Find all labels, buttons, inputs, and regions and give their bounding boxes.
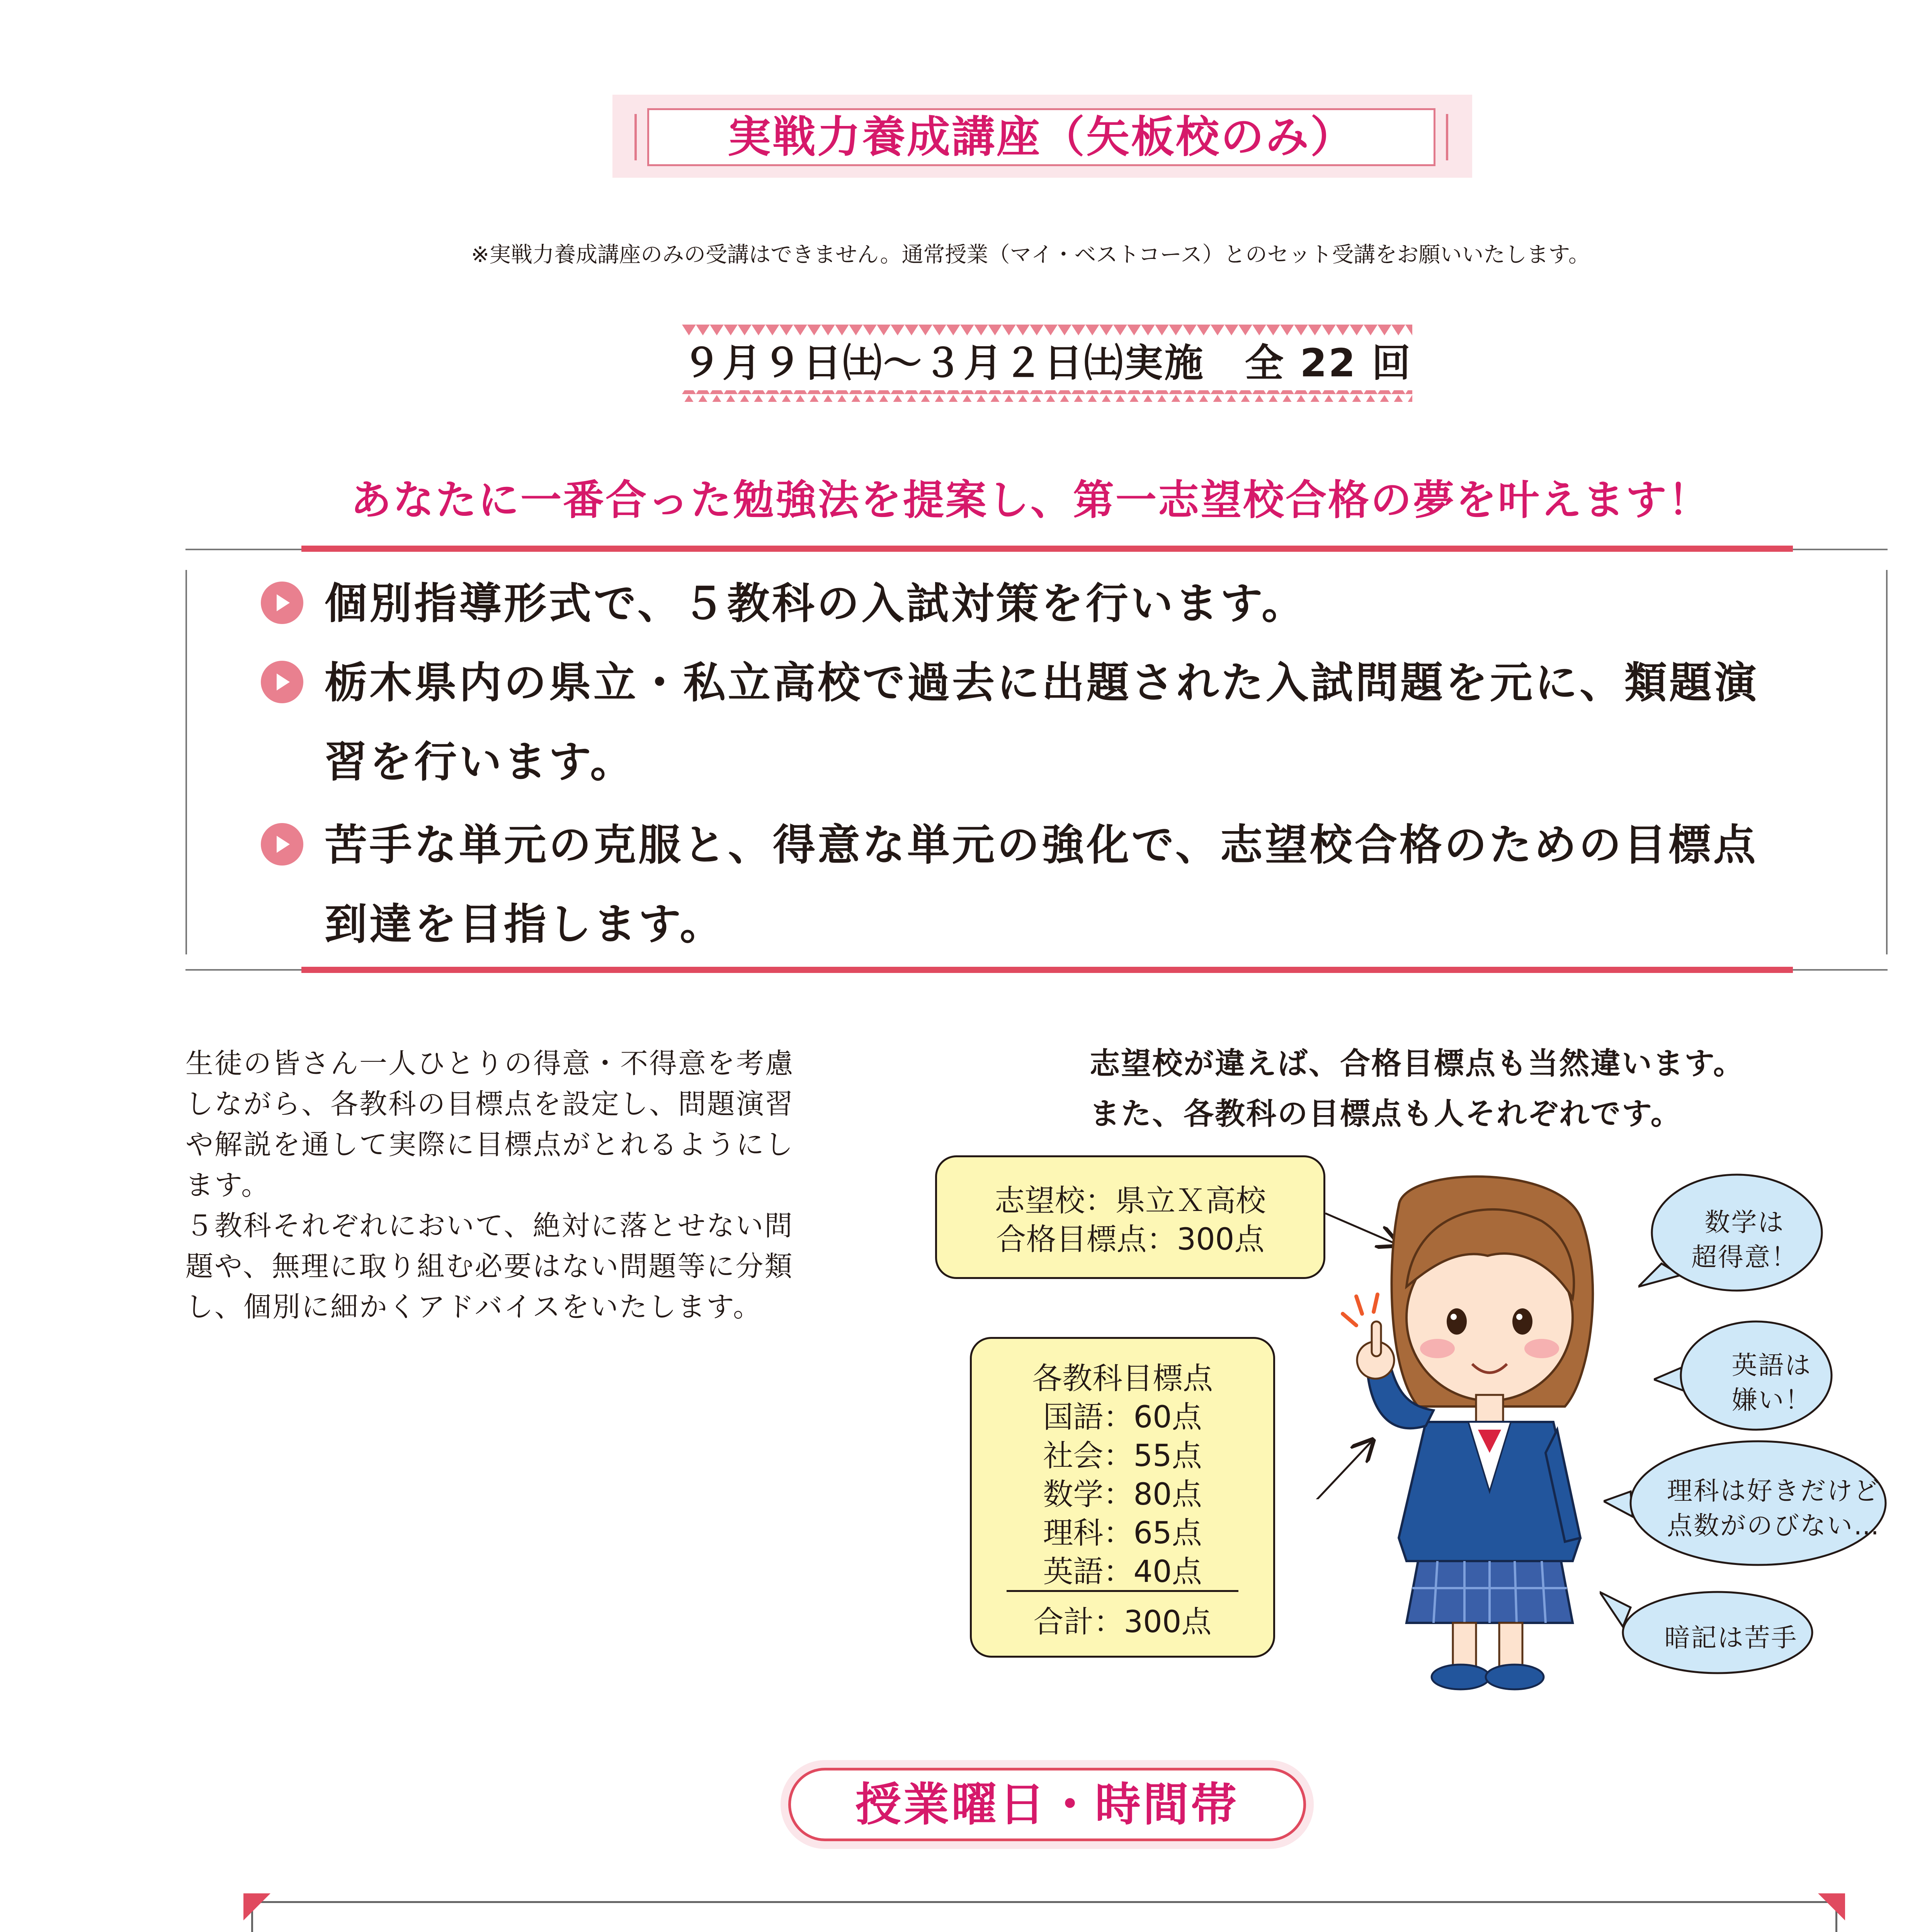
description-line: 生徒の皆さん一人ひとりの得意・不得意を考慮: [185, 1047, 794, 1080]
bubble-line: 超得意！: [1691, 1242, 1798, 1272]
bubble-line: 暗記は苦手: [1664, 1623, 1798, 1653]
box-right-border: [1886, 570, 1888, 954]
accent-line: [301, 967, 1793, 973]
description-line: ５教科それぞれにおいて、絶対に落とせない問: [185, 1209, 794, 1242]
target-score: 合格目標点：300点: [996, 1222, 1265, 1257]
bubble-line: 数学は: [1704, 1208, 1785, 1237]
feature-line: 苦手な単元の克服と、得意な単元の強化で、志望校合格のための目標点: [325, 820, 1758, 870]
description-line: し、個別に細かくアドバイスをいたします。: [185, 1291, 762, 1323]
description-line: しながら、各教科の目標点を設定し、問題演習: [185, 1088, 794, 1120]
subject-total: 合計：300点: [1033, 1605, 1212, 1639]
feature-line: 到達を目指します。: [325, 900, 725, 949]
subject-targets-heading: 各教科目標点: [1032, 1361, 1213, 1396]
subject-target-item: 理科：65点: [1043, 1516, 1202, 1551]
play-bullet-icon: [261, 661, 303, 703]
notice-text: ※実戦力養成講座のみの受講はできません。通常授業（マイ・ベストコース）とのセット受講をお願いいたします。: [471, 242, 1590, 267]
schedule-time: [251, 1901, 1837, 1932]
bubble-line: 英語は: [1731, 1350, 1812, 1380]
feature-item: [325, 564, 1306, 643]
subject-target-item: 国語：60点: [1043, 1400, 1202, 1435]
speech-bubble-science: [1604, 1437, 1889, 1569]
description-line: や解説を通して実際に目標点がとれるようにし: [185, 1128, 794, 1161]
speech-bubble-math: [1638, 1171, 1824, 1298]
play-bullet-icon: [261, 582, 303, 624]
feature-line: 習を行います。: [325, 737, 635, 787]
goal-caption-line: 志望校が違えば、合格目標点も当然違います。: [1090, 1046, 1745, 1081]
goal-caption-line: また、各教科の目標点も人それぞれです。: [1090, 1097, 1682, 1131]
title-frame: [647, 108, 1435, 166]
feature-line: 栃木県内の県立・私立高校で過去に出題された入試問題を元に、類題演: [325, 658, 1759, 707]
feature-item: [325, 643, 1759, 802]
feature-line: 個別指導形式で、５教科の入試対策を行います。: [325, 579, 1306, 628]
subject-target-item: 数学：80点: [1043, 1477, 1202, 1512]
feature-item: [325, 806, 1758, 964]
total-divider: [1007, 1590, 1238, 1592]
bubble-line: 理科は好きだけど: [1667, 1476, 1880, 1506]
description-line: 題や、無理に取り組む必要はない問題等に分類: [185, 1250, 794, 1282]
box-left-border: [185, 570, 187, 954]
student-illustration: [1341, 1159, 1634, 1696]
subject-target-item: 英語：40点: [1043, 1554, 1202, 1589]
date-range: ９月９日㈯～３月２日㈯実施 全 22 回: [682, 340, 1412, 386]
speech-bubble-english: [1654, 1318, 1835, 1434]
schedule-heading: 授業曜日・時間帯: [855, 1778, 1239, 1831]
speech-bubble-memorize: [1600, 1580, 1816, 1677]
description: [185, 1043, 900, 1327]
play-bullet-icon: [261, 823, 303, 866]
date-band: [682, 325, 1412, 402]
subject-targets-box: [970, 1337, 1275, 1658]
subject-target-item: 社会：55点: [1043, 1439, 1202, 1473]
bubble-line: 点数がのびない…: [1667, 1511, 1880, 1541]
bubble-line: 嫌い！: [1731, 1385, 1812, 1415]
page-title: 実戦力養成講座（矢板校のみ）: [728, 112, 1355, 162]
target-school-box: [935, 1155, 1325, 1279]
target-school-name: 志望校：県立Ｘ高校: [994, 1184, 1266, 1218]
headline: あなたに一番合った勉強法を提案し、第一志望校合格の夢を叶えます！: [350, 476, 1711, 524]
accent-line: [301, 546, 1793, 552]
description-line: ます。: [185, 1169, 270, 1201]
